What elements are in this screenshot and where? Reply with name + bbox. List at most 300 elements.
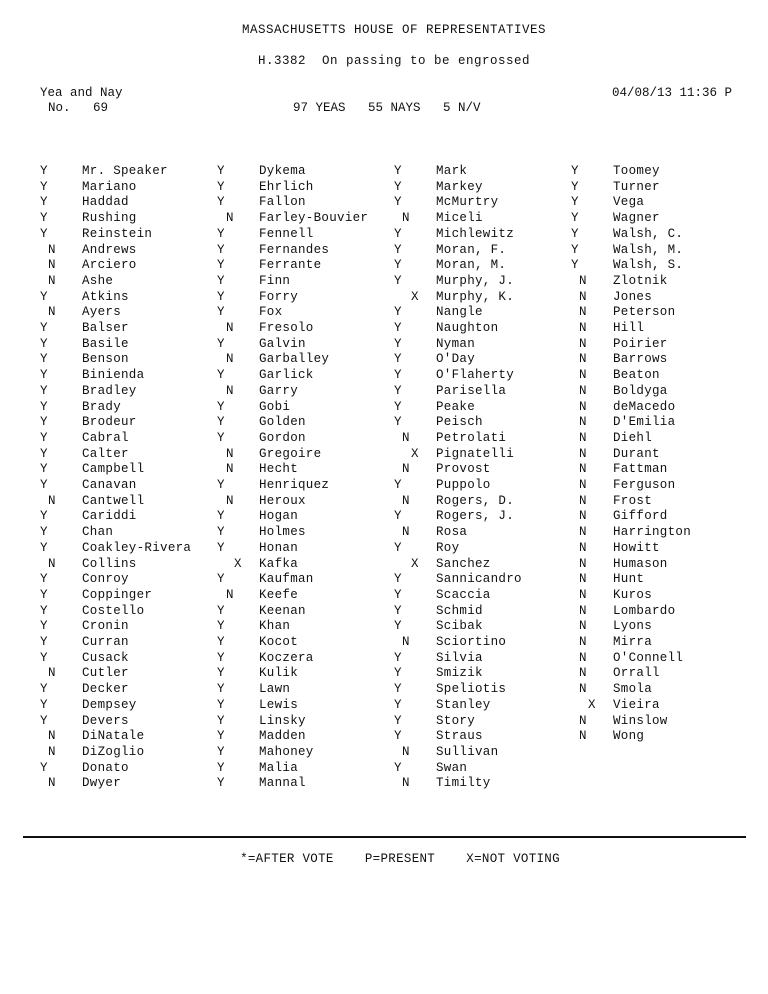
vote-mark: Y [40, 635, 48, 649]
vote-mark: Y [217, 400, 225, 414]
member-name: Petrolati [436, 431, 507, 445]
vote-mark: N [48, 243, 56, 257]
vote-mark: Y [40, 415, 48, 429]
member-name: Miceli [436, 211, 483, 225]
member-name: Vega [613, 195, 645, 209]
vote-mark: Y [394, 714, 402, 728]
vote-mark: N [226, 211, 234, 225]
vote-mark: Y [394, 321, 402, 335]
vote-mark: N [579, 494, 587, 508]
vote-mark: X [234, 557, 242, 571]
member-name: Hecht [259, 462, 299, 476]
vote-mark: Y [40, 164, 48, 178]
member-name: Walsh, S. [613, 258, 684, 272]
member-name: Forry [259, 290, 299, 304]
member-name: Peterson [613, 305, 676, 319]
vote-mark: Y [40, 195, 48, 209]
vote-mark: Y [40, 321, 48, 335]
member-name: Provost [436, 462, 491, 476]
member-name: Vieira [613, 698, 660, 712]
vote-mark: N [48, 729, 56, 743]
member-name: Mirra [613, 635, 653, 649]
vote-mark: Y [217, 305, 225, 319]
vote-mark: Y [394, 164, 402, 178]
member-name: Rogers, J. [436, 509, 515, 523]
member-name: Kaufman [259, 572, 314, 586]
vote-mark: N [226, 384, 234, 398]
member-name: Story [436, 714, 476, 728]
member-name: Timilty [436, 776, 491, 790]
footer-divider [23, 836, 746, 838]
vote-mark: Y [571, 258, 579, 272]
vote-mark: Y [394, 619, 402, 633]
member-name: Durant [613, 447, 660, 461]
vote-mark: Y [394, 729, 402, 743]
member-name: Speliotis [436, 682, 507, 696]
member-name: Straus [436, 729, 483, 743]
vote-mark: N [579, 714, 587, 728]
vote-mark: Y [217, 258, 225, 272]
vote-mark: N [579, 572, 587, 586]
vote-mark: N [48, 666, 56, 680]
member-name: Wagner [613, 211, 660, 225]
bill-motion: H.3382 On passing to be engrossed [257, 54, 531, 68]
member-name: Moran, M. [436, 258, 507, 272]
member-name: Walsh, C. [613, 227, 684, 241]
member-name: Arciero [82, 258, 137, 272]
vote-mark: Y [394, 258, 402, 272]
member-name: Winslow [613, 714, 668, 728]
vote-mark: X [411, 290, 419, 304]
member-name: Devers [82, 714, 129, 728]
vote-mark: Y [217, 541, 225, 555]
member-name: Harrington [613, 525, 692, 539]
vote-mark: Y [394, 227, 402, 241]
vote-mark: N [48, 258, 56, 272]
vote-mark: N [402, 745, 410, 759]
vote-mark: N [226, 321, 234, 335]
vote-mark: N [579, 525, 587, 539]
vote-mark: Y [217, 714, 225, 728]
vote-mark: N [579, 352, 587, 366]
member-name: Fallon [259, 195, 306, 209]
vote-tally: 97 YEAS 55 NAYS 5 N/V [293, 101, 481, 115]
vote-mark: Y [394, 195, 402, 209]
vote-mark: Y [217, 195, 225, 209]
member-name: Dykema [259, 164, 306, 178]
member-name: Mariano [82, 180, 137, 194]
member-name: Ayers [82, 305, 122, 319]
vote-mark: Y [217, 635, 225, 649]
vote-mark: N [579, 305, 587, 319]
vote-mark: N [402, 462, 410, 476]
member-name: Costello [82, 604, 145, 618]
vote-mark: Y [571, 195, 579, 209]
member-name: Cariddi [82, 509, 137, 523]
vote-mark: N [579, 651, 587, 665]
vote-mark: Y [571, 180, 579, 194]
vote-mark: N [48, 745, 56, 759]
member-name: Murphy, J. [436, 274, 515, 288]
member-name: Toomey [613, 164, 660, 178]
vote-mark: Y [217, 525, 225, 539]
member-name: Sullivan [436, 745, 499, 759]
member-name: Lewis [259, 698, 299, 712]
member-name: Smizik [436, 666, 483, 680]
vote-mark: Y [40, 352, 48, 366]
member-name: Scibak [436, 619, 483, 633]
vote-mark: Y [217, 368, 225, 382]
member-name: Roy [436, 541, 460, 555]
vote-mark: N [579, 368, 587, 382]
vote-mark: Y [217, 698, 225, 712]
member-name: Rogers, D. [436, 494, 515, 508]
vote-mark: N [226, 462, 234, 476]
member-name: Ehrlich [259, 180, 314, 194]
vote-mark: Y [40, 509, 48, 523]
member-name: Parisella [436, 384, 507, 398]
vote-mark: Y [394, 651, 402, 665]
vote-legend: *=AFTER VOTE P=PRESENT X=NOT VOTING [240, 852, 560, 866]
member-name: Beaton [613, 368, 660, 382]
member-name: Cantwell [82, 494, 145, 508]
member-name: Basile [82, 337, 129, 351]
vote-mark: N [226, 494, 234, 508]
vote-mark: Y [217, 164, 225, 178]
vote-mark: N [579, 274, 587, 288]
member-name: Dwyer [82, 776, 122, 790]
vote-mark: Y [394, 572, 402, 586]
vote-mark: N [402, 635, 410, 649]
vote-mark: Y [40, 682, 48, 696]
member-name: Farley-Bouvier [259, 211, 369, 225]
member-name: Atkins [82, 290, 129, 304]
vote-mark: Y [217, 243, 225, 257]
member-name: Garry [259, 384, 299, 398]
member-name: Fernandes [259, 243, 330, 257]
vote-mark: Y [217, 651, 225, 665]
vote-mark: N [579, 462, 587, 476]
member-name: Ashe [82, 274, 114, 288]
vote-mark: Y [394, 478, 402, 492]
vote-mark: N [226, 447, 234, 461]
member-name: Garlick [259, 368, 314, 382]
member-name: Rosa [436, 525, 468, 539]
vote-mark: Y [40, 400, 48, 414]
member-name: Barrows [613, 352, 668, 366]
member-name: Conroy [82, 572, 129, 586]
member-name: Ferguson [613, 478, 676, 492]
member-name: D'Emilia [613, 415, 676, 429]
member-name: Poirier [613, 337, 668, 351]
member-name: Hogan [259, 509, 299, 523]
vote-mark: Y [40, 525, 48, 539]
member-name: Chan [82, 525, 114, 539]
vote-mark: Y [217, 337, 225, 351]
vote-mark: Y [217, 509, 225, 523]
vote-mark: Y [217, 729, 225, 743]
vote-mark: Y [217, 761, 225, 775]
roll-call-label: Yea and Nay [40, 86, 123, 100]
member-name: deMacedo [613, 400, 676, 414]
member-name: Lombardo [613, 604, 676, 618]
vote-mark: N [402, 211, 410, 225]
vote-mark: N [48, 305, 56, 319]
vote-mark: N [579, 619, 587, 633]
member-name: Cutler [82, 666, 129, 680]
vote-mark: Y [40, 541, 48, 555]
vote-mark: Y [394, 368, 402, 382]
vote-mark: Y [394, 588, 402, 602]
vote-mark: N [579, 400, 587, 414]
member-name: Murphy, K. [436, 290, 515, 304]
vote-mark: N [402, 494, 410, 508]
member-name: Silvia [436, 651, 483, 665]
member-name: Fattman [613, 462, 668, 476]
member-name: Finn [259, 274, 291, 288]
member-name: Mark [436, 164, 468, 178]
member-name: Cusack [82, 651, 129, 665]
member-name: O'Flaherty [436, 368, 515, 382]
vote-mark: Y [40, 227, 48, 241]
vote-mark: N [579, 666, 587, 680]
vote-mark: N [579, 557, 587, 571]
vote-mark: N [579, 604, 587, 618]
vote-mark: Y [40, 368, 48, 382]
vote-mark: Y [40, 651, 48, 665]
member-name: Smola [613, 682, 653, 696]
member-name: Garballey [259, 352, 330, 366]
member-name: Fox [259, 305, 283, 319]
vote-mark: N [226, 352, 234, 366]
member-name: Brady [82, 400, 122, 414]
member-name: Stanley [436, 698, 491, 712]
member-name: Kafka [259, 557, 299, 571]
member-name: Turner [613, 180, 660, 194]
vote-mark: Y [40, 604, 48, 618]
member-name: Sanchez [436, 557, 491, 571]
vote-mark: Y [40, 180, 48, 194]
member-name: Boldyga [613, 384, 668, 398]
member-name: Balser [82, 321, 129, 335]
vote-mark: Y [394, 509, 402, 523]
vote-mark: Y [217, 619, 225, 633]
member-name: Sciortino [436, 635, 507, 649]
member-name: Puppolo [436, 478, 491, 492]
member-name: Nyman [436, 337, 476, 351]
member-name: Orrall [613, 666, 660, 680]
member-name: Humason [613, 557, 668, 571]
vote-mark: N [579, 415, 587, 429]
member-name: Wong [613, 729, 645, 743]
vote-mark: Y [40, 290, 48, 304]
member-name: Zlotnik [613, 274, 668, 288]
member-name: Lyons [613, 619, 653, 633]
member-name: Canavan [82, 478, 137, 492]
member-name: Schmid [436, 604, 483, 618]
member-name: Hunt [613, 572, 645, 586]
member-name: Gordon [259, 431, 306, 445]
member-name: Benson [82, 352, 129, 366]
vote-mark: Y [217, 666, 225, 680]
member-name: Holmes [259, 525, 306, 539]
vote-mark: Y [40, 211, 48, 225]
member-name: Keefe [259, 588, 299, 602]
vote-mark: N [579, 729, 587, 743]
member-name: Scaccia [436, 588, 491, 602]
vote-mark: Y [571, 211, 579, 225]
vote-mark: Y [571, 164, 579, 178]
member-name: Decker [82, 682, 129, 696]
vote-mark: Y [394, 698, 402, 712]
vote-mark: N [579, 384, 587, 398]
vote-mark: Y [394, 761, 402, 775]
vote-mark: N [579, 447, 587, 461]
vote-mark: Y [217, 290, 225, 304]
vote-mark: Y [394, 274, 402, 288]
member-name: DiZoglio [82, 745, 145, 759]
member-name: Swan [436, 761, 468, 775]
vote-mark: Y [394, 352, 402, 366]
vote-mark: N [48, 557, 56, 571]
vote-mark: Y [217, 682, 225, 696]
vote-mark: N [402, 776, 410, 790]
vote-mark: Y [217, 227, 225, 241]
member-name: Coakley-Rivera [82, 541, 192, 555]
member-name: McMurtry [436, 195, 499, 209]
vote-mark: N [48, 274, 56, 288]
member-name: Collins [82, 557, 137, 571]
member-name: Calter [82, 447, 129, 461]
member-name: Golden [259, 415, 306, 429]
member-name: Reinstein [82, 227, 153, 241]
vote-mark: N [579, 509, 587, 523]
vote-mark: Y [40, 761, 48, 775]
member-name: Binienda [82, 368, 145, 382]
member-name: Haddad [82, 195, 129, 209]
vote-mark: Y [40, 431, 48, 445]
vote-mark: Y [394, 337, 402, 351]
member-name: Andrews [82, 243, 137, 257]
member-name: Naughton [436, 321, 499, 335]
vote-mark: Y [217, 415, 225, 429]
vote-mark: Y [217, 274, 225, 288]
vote-mark: Y [394, 604, 402, 618]
vote-mark: N [226, 588, 234, 602]
vote-mark: Y [394, 541, 402, 555]
member-name: Nangle [436, 305, 483, 319]
vote-mark: N [402, 525, 410, 539]
vote-mark: N [579, 337, 587, 351]
member-name: Koczera [259, 651, 314, 665]
member-name: Gregoire [259, 447, 322, 461]
vote-mark: Y [394, 666, 402, 680]
member-name: Khan [259, 619, 291, 633]
member-name: O'Connell [613, 651, 684, 665]
member-name: Gobi [259, 400, 291, 414]
vote-mark: Y [217, 604, 225, 618]
member-name: Ferrante [259, 258, 322, 272]
vote-mark: Y [40, 462, 48, 476]
vote-mark: Y [394, 415, 402, 429]
member-name: Markey [436, 180, 483, 194]
member-name: Madden [259, 729, 306, 743]
member-name: Galvin [259, 337, 306, 351]
member-name: DiNatale [82, 729, 145, 743]
vote-mark: Y [40, 572, 48, 586]
member-name: Cronin [82, 619, 129, 633]
vote-mark: Y [571, 243, 579, 257]
member-name: Curran [82, 635, 129, 649]
member-name: Jones [613, 290, 653, 304]
vote-mark: Y [40, 478, 48, 492]
member-name: Cabral [82, 431, 129, 445]
vote-mark: N [579, 541, 587, 555]
vote-mark: Y [217, 180, 225, 194]
member-name: Henriquez [259, 478, 330, 492]
member-name: Fennell [259, 227, 314, 241]
vote-mark: Y [40, 714, 48, 728]
member-name: Coppinger [82, 588, 153, 602]
member-name: Peake [436, 400, 476, 414]
vote-mark: Y [394, 243, 402, 257]
member-name: Gifford [613, 509, 668, 523]
member-name: Keenan [259, 604, 306, 618]
member-name: Sannicandro [436, 572, 522, 586]
member-name: Kulik [259, 666, 299, 680]
member-name: Frost [613, 494, 653, 508]
member-name: Michlewitz [436, 227, 515, 241]
vote-mark: Y [394, 384, 402, 398]
vote-mark: Y [217, 572, 225, 586]
member-name: Linsky [259, 714, 306, 728]
member-name: Kocot [259, 635, 299, 649]
vote-mark: N [402, 431, 410, 445]
member-name: Fresolo [259, 321, 314, 335]
vote-mark: X [588, 698, 596, 712]
member-name: Moran, F. [436, 243, 507, 257]
member-name: Malia [259, 761, 299, 775]
vote-mark: Y [40, 588, 48, 602]
member-name: Dempsey [82, 698, 137, 712]
member-name: Lawn [259, 682, 291, 696]
vote-mark: X [411, 557, 419, 571]
vote-mark: N [579, 682, 587, 696]
vote-mark: N [579, 321, 587, 335]
member-name: Peisch [436, 415, 483, 429]
member-name: Brodeur [82, 415, 137, 429]
vote-mark: N [48, 776, 56, 790]
vote-mark: Y [217, 431, 225, 445]
member-name: Mannal [259, 776, 306, 790]
roll-call-number: No. 69 [48, 101, 109, 115]
member-name: Donato [82, 761, 129, 775]
vote-mark: Y [217, 745, 225, 759]
vote-mark: Y [217, 478, 225, 492]
member-name: Diehl [613, 431, 653, 445]
member-name: O'Day [436, 352, 476, 366]
vote-mark: Y [394, 400, 402, 414]
member-name: Walsh, M. [613, 243, 684, 257]
member-name: Campbell [82, 462, 145, 476]
vote-mark: N [579, 588, 587, 602]
vote-mark: N [48, 494, 56, 508]
member-name: Mahoney [259, 745, 314, 759]
vote-timestamp: 04/08/13 11:36 P [612, 86, 733, 100]
member-name: Heroux [259, 494, 306, 508]
vote-mark: Y [40, 447, 48, 461]
vote-mark: X [411, 447, 419, 461]
